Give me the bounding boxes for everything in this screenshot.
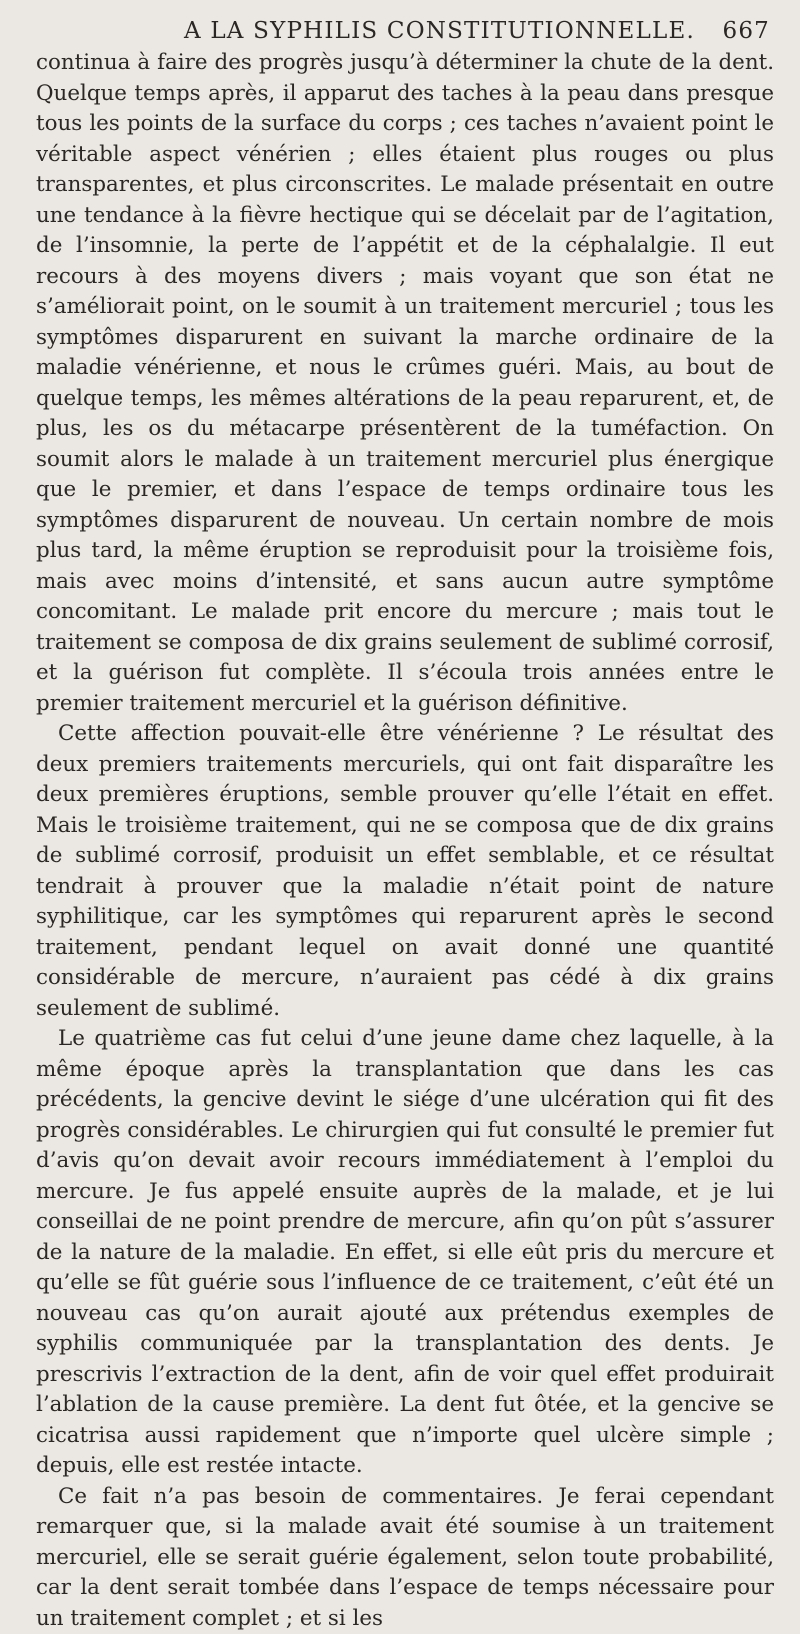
running-head (36, 14, 774, 48)
running-title: A LA SYPHILIS CONSTITUTIONNELLE. (184, 18, 695, 44)
paragraph-continuation: continua à faire des progrès jusqu’à déterminer la chute de la dent. Quelque temps après, il apparut des taches à la peau dans presque tous les points de la surface du corps ; ces taches n’avaient point le véritable aspect vénérien ; elles étaient plus rouges ou plus transparentes, et plus circonscrites. Le malade présentait en outre une tendance à la fièvre hectique qui se décelait par de l’agitation, de l’insomnie, la perte de l’appétit et de la céphalalgie. Il eut recours à des moyens divers ; mais voyant que son état ne s’améliorait point, on le soumit à un traitement mercuriel ; tous les symptômes disparurent en suivant la marche ordinaire de la maladie vénérienne, et nous le crûmes guéri. Mais, au bout de quelque temps, les mêmes altérations de la peau reparurent, et, de plus, les os du métacarpe présentèrent de la tuméfaction. On soumit alors le malade à un traitement mercuriel plus énergique que le premier, et dans l’espace de temps ordinaire tous les symptômes disparurent de nouveau. Un certain nombre de mois plus tard, la même éruption se reproduisit pour la troisième fois, mais avec moins d’intensité, et sans aucun autre symptôme concomitant. Le malade prit encore du mercure ; mais tout le traitement se composa de dix grains seulement de sublimé corrosif, et la guérison fut complète. Il s’écoula trois années entre le premier traitement mercuriel et la guérison définitive. (36, 48, 774, 719)
paragraph: Cette affection pouvait-elle être vénérienne ? Le résultat des deux premiers traitements mercuriels, qui ont fait disparaître les deux premières éruptions, semble prouver qu’elle l’était en effet. Mais le troisième traitement, qui ne se composa que de dix grains de sublimé corrosif, produisit un effet semblable, et ce résultat tendrait à prouver que la maladie n’était point de nature syphilitique, car les symptômes qui reparurent après le second traitement, pendant lequel on avait donné une quantité considérable de mercure, n’auraient pas cédé à dix grains seulement de sublimé. (36, 719, 774, 1024)
body-text (36, 48, 774, 1634)
paragraph: Ce fait n’a pas besoin de commentaires. Je ferai cependant remarquer que, si la malade avait été soumise à un traitement mercuriel, elle se serait guérie également, selon toute probabilité, car la dent serait tombée dans l’espace de temps nécessaire pour un traitement complet ; et si les (36, 1482, 774, 1634)
page-number: 667 (723, 18, 771, 44)
paragraph: Le quatrième cas fut celui d’une jeune dame chez laquelle, à la même époque après la transplantation que dans les cas précédents, la gencive devint le siége d’une ulcération qui fit des progrès considérables. Le chirurgien qui fut consulté le premier fut d’avis qu’on devait avoir recours immédiatement à l’emploi du mercure. Je fus appelé ensuite auprès de la malade, et je lui conseillai de ne point prendre de mercure, afin qu’on pût s’assurer de la nature de la maladie. En effet, si elle eût pris du mercure et qu’elle se fût guérie sous l’influence de ce traitement, c’eût été un nouveau cas qu’on aurait ajouté aux prétendus exemples de syphilis communiquée par la transplantation des dents. Je prescrivis l’extraction de la dent, afin de voir quel effet produirait l’ablation de la cause première. La dent fut ôtée, et la gencive se cicatrisa aussi rapidement que n’importe quel ulcère simple ; depuis, elle est restée intacte. (36, 1024, 774, 1482)
